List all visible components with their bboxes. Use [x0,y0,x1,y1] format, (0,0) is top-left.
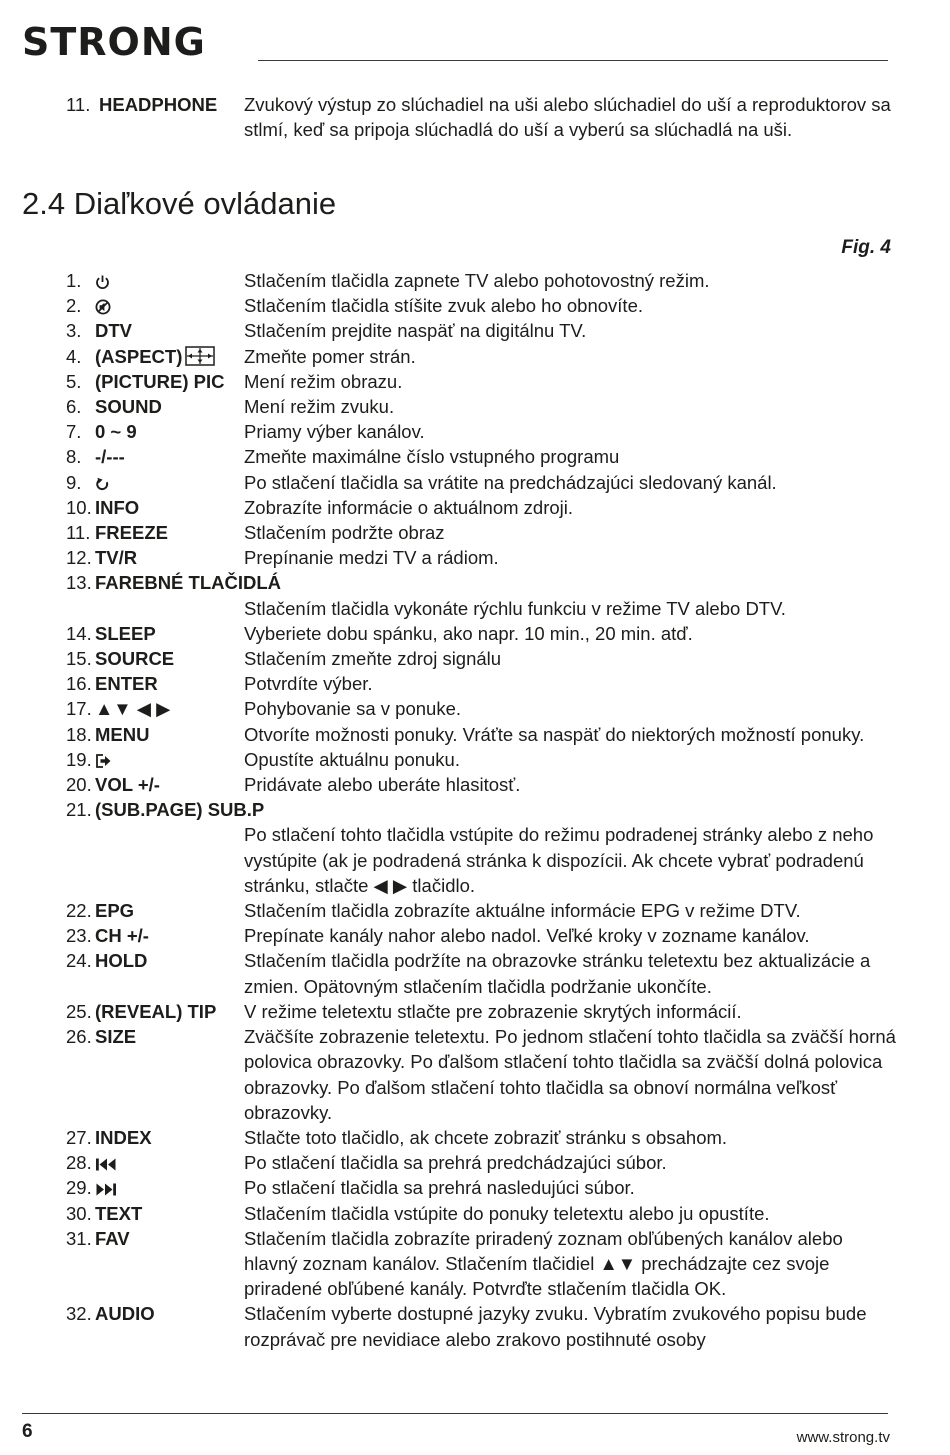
item-key [95,570,925,595]
item-number: 21. [66,799,92,821]
item-key-label: INDEX [95,1126,152,1148]
item-description: Stlačením tlačidla zobrazíte priradený zoznam obľúbených kanálov alebo hlavný zoznam kanálov. Stlačením tlačidiel ▲▼ prechádzajte cez svoje priradené obľúbené kanály. Potvrďte stlačením tlačidla OK. [244,1227,843,1300]
item-key-label: EPG [95,900,135,922]
item-number: 11. [66,94,91,115]
item-number: 10. [66,496,92,518]
item-number: 14. [66,622,92,644]
item-description: Vyberiete dobu spánku, ako napr. 10 min., 20 min. atď. [244,622,693,644]
item-key-label: DTV [95,320,132,342]
item-key-label: FREEZE [95,522,168,544]
item-key [95,948,147,973]
item-number: 16. [66,673,92,695]
item-key [95,1024,136,1049]
item-description: Stlačením zmeňte zdroj signálu [244,648,502,670]
list-item [66,646,896,671]
item-number: 4. [66,345,82,367]
item-key [95,923,149,948]
list-item [66,470,896,495]
item-number: 20. [66,774,92,796]
list-item [66,1201,896,1226]
item-key-label: INFO [95,496,140,518]
item-description: Stlačením tlačidla zobrazíte aktuálne informácie EPG v režime DTV. [244,900,801,922]
item-description: Zmeňte pomer strán. [244,345,416,367]
item-key [95,621,156,646]
item-description: Po stlačení tlačidla sa vrátite na predchádzajúci sledovaný kanál. [244,471,777,493]
item-key-label: AUDIO [95,1303,155,1325]
list-item [66,772,896,797]
item-key [95,671,158,696]
item-description: Prepínate kanály nahor alebo nadol. Veľké kroky v zozname kanálov. [244,925,810,947]
item-key [95,470,110,498]
figure-label: Fig. 4 [841,237,891,258]
list-item [66,268,896,293]
page-number: 6 [22,1421,33,1442]
strong-logo: STRONG [22,20,206,64]
remote-buttons-list [66,268,896,1352]
list-item [66,318,896,343]
item-key [95,999,216,1024]
item-key-label: FAV [95,1227,130,1249]
list-item [66,999,896,1024]
list-item [66,621,896,646]
item-description: Potvrdíte výber. [244,673,373,695]
item-description: Stlačením vyberte dostupné jazyky zvuku. Vybratím zvukového popisu bude rozprávač pre nevidiace alebo zrakovo postihnuté osoby [244,1303,867,1350]
item-description: Stlačením podržte obraz [244,522,445,544]
item-description: Po stlačení tohto tlačidla vstúpite do režimu podradenej stránky alebo z neho vystúpite (ak je podradená stránka k dispozícii. Ak chcete vybrať podradenú stránku, stlačte ◀ ▶ tlačidlo. [244,824,874,896]
item-description: Stlačením tlačidla zapnete TV alebo pohotovostný režim. [244,270,710,291]
item-key-label: (REVEAL) TIP [95,1000,217,1022]
item-number: 11. [66,522,91,544]
item-number: 31. [66,1227,92,1249]
section-title: 2.4 Diaľkové ovládanie [22,186,337,221]
item-key [95,545,137,570]
item-description: Po stlačení tlačidla sa prehrá predchádzajúci súbor. [244,1152,667,1174]
list-item [66,923,896,948]
website-url: www.strong.tv [796,1429,890,1446]
item-key [95,394,162,419]
item-description: Stlačením tlačidla vstúpite do ponuky teletextu alebo ju opustíte. [244,1202,770,1224]
list-item [66,671,896,696]
item-number: 13. [66,572,92,594]
list-item [66,394,896,419]
item-description: Stlačením tlačidla vykonáte rýchlu funkciu v režime TV alebo DTV. [244,597,786,619]
list-item [66,696,896,721]
item-key-label: (PICTURE) PIC [95,370,225,392]
item-key [95,747,112,775]
header-rule [258,60,888,61]
item-number: 17. [66,698,92,720]
item-key-label: SLEEP [95,622,156,644]
item-description: Stlačením prejdite naspäť na digitálnu TV. [244,320,587,342]
list-item [66,520,896,545]
item-key [95,772,160,797]
item-number: 22. [66,900,92,922]
item-key [95,1175,117,1203]
list-item [66,1301,896,1351]
item-number: 26. [66,1026,92,1048]
list-item [66,1125,896,1150]
item-key-label: MENU [95,723,150,745]
item-key [95,318,132,343]
item-number: 30. [66,1202,92,1224]
list-item [66,293,896,318]
list-item [66,495,896,520]
item-description: Mení režim obrazu. [244,370,403,392]
item-number: 2. [66,295,82,317]
item-key [95,444,125,469]
item-number: 24. [66,950,92,972]
list-item [66,545,896,570]
item-key-label: SIZE [95,1026,137,1048]
item-number: 29. [66,1177,92,1199]
footer-rule [22,1413,888,1414]
item-description: Zmeňte maximálne číslo vstupného programu [244,446,620,468]
item-key-label: -/--- [95,446,125,468]
item-key-label: HOLD [95,950,148,972]
list-item [66,722,896,747]
item-key [95,1226,130,1251]
list-item [66,747,896,772]
item-number: 5. [66,370,82,392]
item-key [95,369,225,394]
item-description: Mení režim zvuku. [244,396,395,418]
item-key [95,1125,152,1150]
item-number: 18. [66,723,92,745]
item-number: 8. [66,446,82,468]
item-key-label: VOL +/- [95,774,160,796]
headphone-entry [66,92,896,142]
item-number: 6. [66,396,82,418]
item-description: V režime teletextu stlačte pre zobrazenie skrytých informácií. [244,1000,742,1022]
item-key [95,722,149,747]
item-key: HEADPHONE [99,94,218,115]
item-key [95,898,134,923]
item-number: 23. [66,925,92,947]
item-key-label: CH +/- [95,925,149,947]
item-key-label: (ASPECT) [95,345,183,367]
item-number: 3. [66,320,82,342]
item-description: Otvoríte možnosti ponuky. Vráťte sa naspäť do niektorých možností ponuky. [244,723,865,745]
item-key-label: (SUB.PAGE) SUB.P [95,799,265,821]
list-item [66,344,896,369]
item-number: 28. [66,1152,92,1174]
item-number: 32. [66,1303,92,1325]
list-item [66,570,896,620]
item-key [95,797,925,822]
list-item [66,1150,896,1175]
item-description: Pridávate alebo uberáte hlasitosť. [244,774,521,796]
item-number: 27. [66,1126,92,1148]
item-key-label: SOURCE [95,648,175,670]
item-key-label: 0 ~ 9 [95,421,137,443]
item-key [95,268,110,296]
list-item [66,1024,896,1125]
item-description: Po stlačení tlačidla sa prehrá nasledujúci súbor. [244,1177,635,1199]
item-description: Zväčšíte zobrazenie teletextu. Po jednom stlačení tohto tlačidla sa zväčší horná polovica obrazovky. Po ďalšom stlačení tohto tlačidla sa zväčší dolná polovica obrazovky. Po ďalšom stlačení tohto tlačidla sa obnoví normálna veľkosť obrazovky. [244,1026,896,1123]
item-key [95,1201,142,1226]
item-number: 9. [66,471,82,493]
item-description: Prepínanie medzi TV a rádiom. [244,547,499,569]
item-key-label: TEXT [95,1202,143,1224]
item-key [95,1301,155,1326]
list-item [66,369,896,394]
list-item [66,898,896,923]
item-key-label: SOUND [95,396,162,418]
item-number: 12. [66,547,92,569]
item-description: Opustíte aktuálnu ponuku. [244,748,460,770]
item-number: 1. [66,270,82,291]
list-item [66,444,896,469]
item-key [95,696,170,721]
list-item [66,797,896,898]
list-item [66,1175,896,1200]
item-key [95,1150,117,1178]
item-key [95,520,168,545]
item-description: Stlačte toto tlačidlo, ak chcete zobraziť stránku s obsahom. [244,1126,728,1148]
item-key [95,646,174,671]
list-item [66,1226,896,1302]
item-key-label: ▲▼ ◀ ▶ [95,698,171,720]
item-number: 25. [66,1000,92,1022]
item-key-label: ENTER [95,673,158,695]
item-key [95,293,111,321]
item-key-label: TV/R [95,547,138,569]
item-description: Zvukový výstup zo slúchadiel na uši alebo slúchadiel do uší a reproduktorov sa stlmí, keď sa pripoja slúchadlá do uší a vyberú sa slúchadlá na uši. [244,94,891,141]
item-key [95,495,139,520]
list-item [66,948,896,998]
item-description: Zobrazíte informácie o aktuálnom zdroji. [244,496,574,518]
item-key [95,344,215,372]
item-number: 7. [66,421,82,443]
item-description: Pohybovanie sa v ponuke. [244,698,462,720]
item-description: Priamy výber kanálov. [244,421,425,443]
item-key-label: FAREBNÉ TLAČIDLÁ [95,572,282,594]
item-key [95,419,137,444]
item-description: Stlačením tlačidla stíšite zvuk alebo ho obnovíte. [244,295,643,317]
list-item [66,419,896,444]
item-number: 19. [66,748,92,770]
item-description: Stlačením tlačidla podržíte na obrazovke stránku teletextu bez aktualizácie a zmien. Opätovným stlačením tlačidla podržanie ukončíte. [244,950,871,997]
item-number: 15. [66,648,92,670]
